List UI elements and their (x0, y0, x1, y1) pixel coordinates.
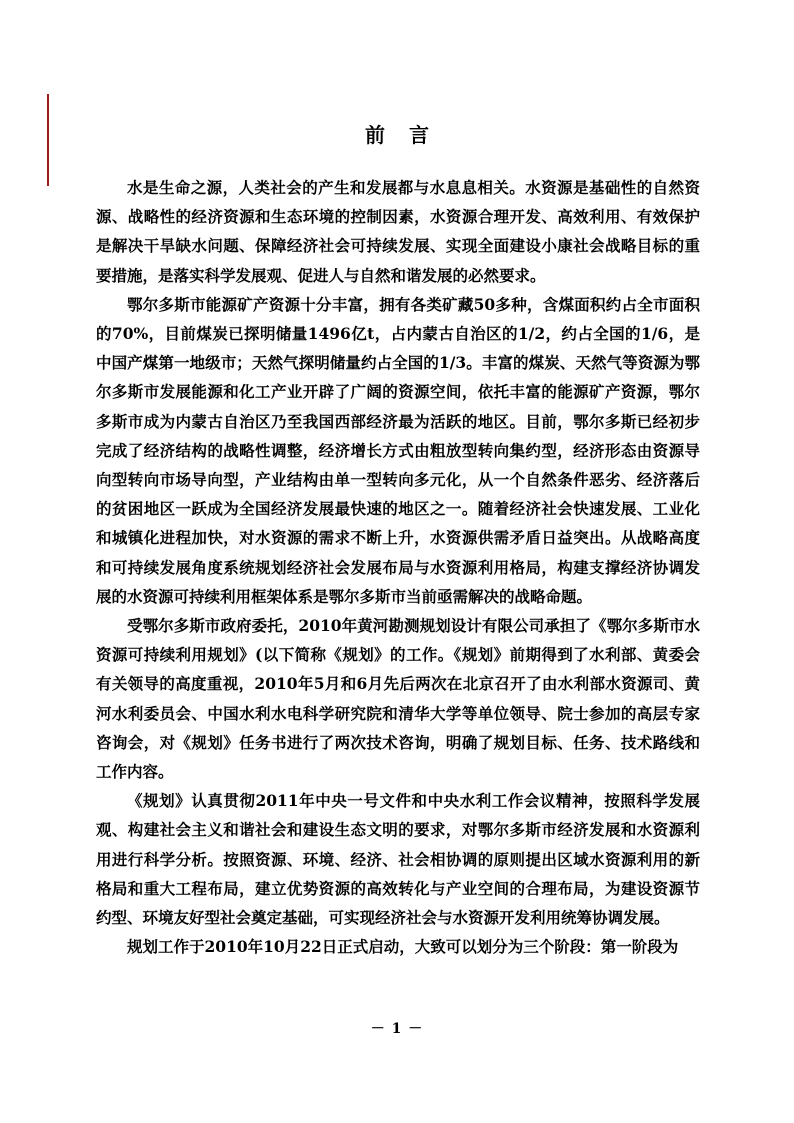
paragraph: 规划工作于2010年10月22日正式启动，大致可以划分为三个阶段：第一阶段为 (127, 937, 679, 957)
paragraph: 鄂尔多斯市能源矿产资源十分丰富，拥有各类矿藏50多种，含煤面积约占全市面积的70%，目前煤炭已探明储量1496亿t，占内蒙古自治区的1/2，约占全国的1/6，是中国产煤第一地级市；天然气探明储量约占全国的1/3。丰富的煤炭、天然气等资源为鄂尔多斯市发展能源和化工产业开辟了广阔的资源空间，依托丰富的能源矿产资源，鄂尔多斯市成为内蒙古自治区乃至我国西部经济最为活跃的地区。目前，鄂尔多斯已经初步完成了经济结构的战略性调整，经济增长方式由粗放型转向集约型，经济形态由资源导向型转向市场导向型，产业结构由单一型转向多元化，从一个自然条件恶劣、经济落后的贫困地区一跃成为全国经济发展最快速的地区之一。随着经济社会快速发展、工业化和城镇化进程加快，对水资源的需求不断上升，水资源供需矛盾日益突出。从战略高度和可持续发展角度系统规划经济社会发展布局与水资源利用格局，构建支撑经济协调发展的水资源可持续利用框架体系是鄂尔多斯市当前亟需解决的战略命题。 (96, 294, 700, 606)
paragraph: 《规划》认真贯彻2011年中央一号文件和中央水利工作会议精神，按照科学发展观、构建社会主义和谐社会和建设生态文明的要求，对鄂尔多斯市经济发展和水资源利用进行科学分析。按照资源、环境、经济、社会相协调的原则提出区域水资源利用的新格局和重大工程布局，建立优势资源的高效转化与产业空间的合理布局，为建设资源节约型、环境友好型社会奠定基础，可实现经济社会与水资源开发利用统筹协调发展。 (96, 791, 700, 928)
page-number: － 1 － (370, 1021, 424, 1037)
page-title: 前言 (365, 123, 453, 147)
paragraph: 受鄂尔多斯市政府委托，2010年黄河勘测规划设计有限公司承担了《鄂尔多斯市水资源可持续利用规划》(以下简称《规划》的工作。《规划》前期得到了水利部、黄委会有关领导的高度重视，2010年5月和6月先后两次在北京召开了由水利部水资源司、黄河水利委员会、中国水利水电科学研究院和清华大学等单位领导、院士参加的高层专家咨询会，对《规划》任务书进行了两次技术咨询，明确了规划目标、任务、技术路线和工作内容。 (96, 616, 700, 782)
paragraph: 水是生命之源，人类社会的产生和发展都与水息息相关。水资源是基础性的自然资源、战略性的经济资源和生态环境的控制因素，水资源合理开发、高效利用、有效保护是解决干旱缺水问题、保障经济社会可持续发展、实现全面建设小康社会战略目标的重要措施，是落实科学发展观、促进人与自然和谐发展的必然要求。 (96, 178, 700, 285)
body-text (96, 173, 700, 961)
